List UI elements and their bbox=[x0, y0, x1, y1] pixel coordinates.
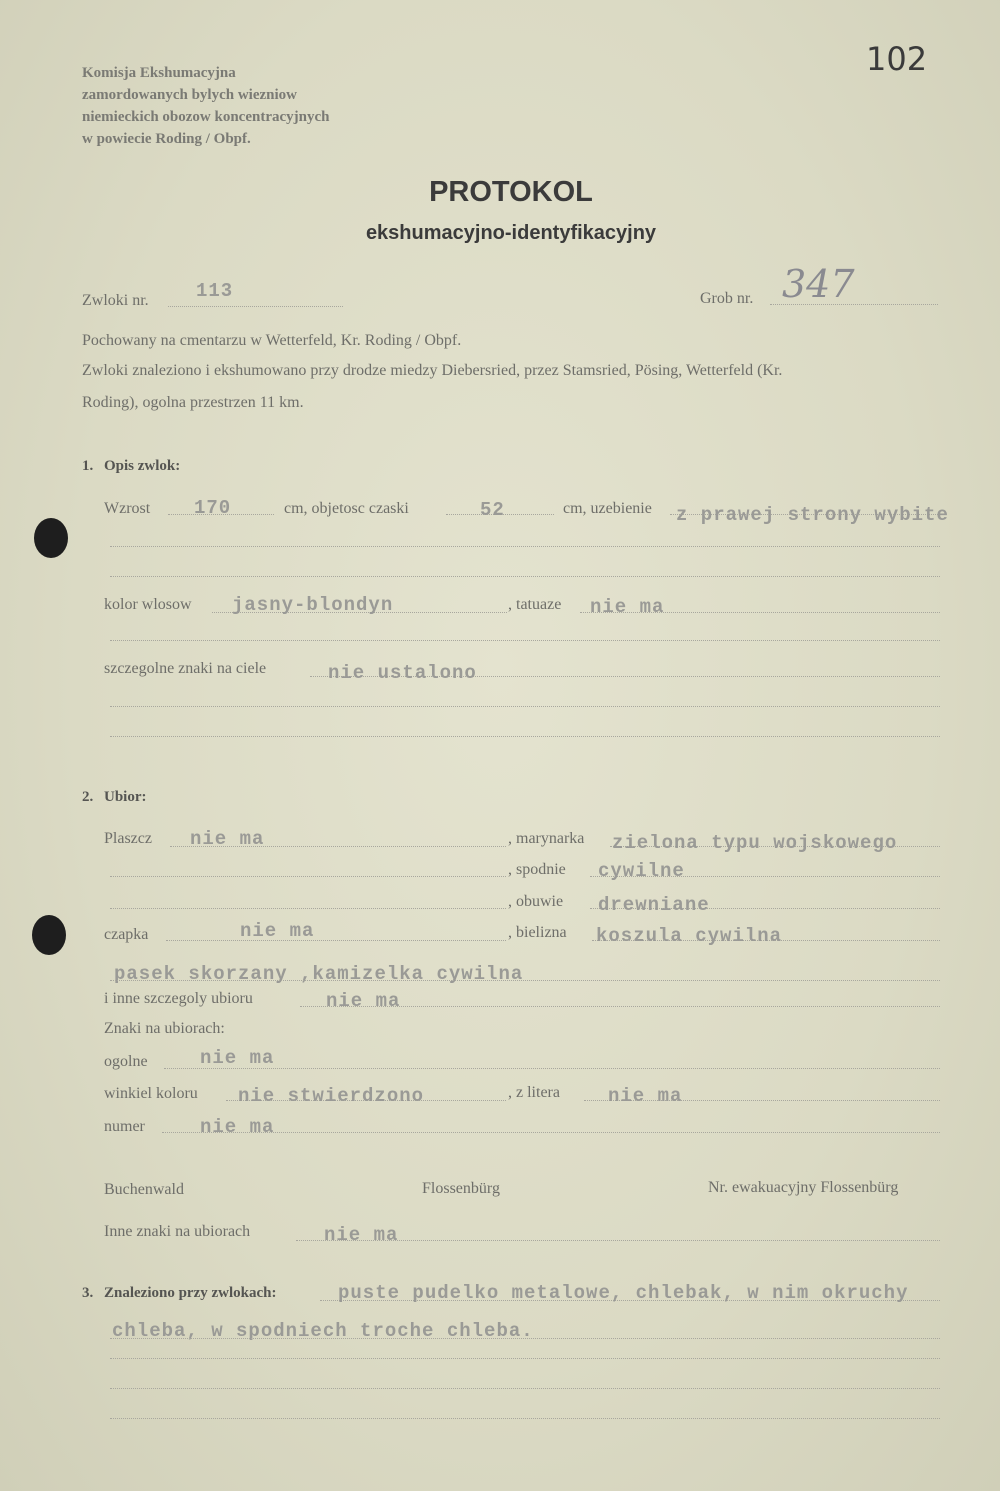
winkiel-value: nie stwierdzono bbox=[238, 1085, 425, 1107]
grob-label: Grob nr. bbox=[700, 290, 754, 307]
document-title: PROTOKOL bbox=[429, 176, 593, 208]
punch-hole-top bbox=[34, 518, 68, 558]
litera-value: nie ma bbox=[608, 1085, 683, 1107]
tatuaze-value: nie ma bbox=[590, 596, 665, 618]
winkiel-label: winkiel koloru bbox=[104, 1085, 198, 1102]
znaki-label: szczegolne znaki na ciele bbox=[104, 660, 267, 677]
wlosy-value: jasny-blondyn bbox=[232, 594, 394, 616]
section2-number: 2. bbox=[82, 789, 94, 805]
found-line-1: Zwloki znaleziono i ekshumowano przy drodze miedzy Diebersried, przez Stamsried, Pösing, Wetterfeld (Kr. bbox=[82, 362, 783, 379]
org-line-1: Komisja Ekshumacyjna bbox=[82, 65, 236, 81]
tatuaze-label: , tatuaze bbox=[508, 596, 562, 613]
inne-znaki-label: Inne znaki na ubiorach bbox=[104, 1223, 251, 1240]
bielizna-label: , bielizna bbox=[508, 924, 567, 941]
found-items-line-1: puste pudelko metalowe, chlebak, w nim okruchy bbox=[338, 1282, 909, 1304]
org-line-2: zamordowanych bylych wiezniow bbox=[82, 87, 297, 103]
marynarka-value: zielona typu wojskowego bbox=[612, 832, 898, 854]
wzrost-value: 170 bbox=[194, 497, 232, 519]
numer-value: nie ma bbox=[200, 1116, 275, 1138]
znaki-value: nie ustalono bbox=[328, 662, 477, 684]
ogolne-label: ogolne bbox=[104, 1053, 148, 1070]
ogolne-value: nie ma bbox=[200, 1047, 275, 1069]
spodnie-value: cywilne bbox=[598, 860, 685, 882]
inne-znaki-value: nie ma bbox=[324, 1224, 399, 1246]
buchenwald-label: Buchenwald bbox=[104, 1181, 184, 1198]
obuwie-label: , obuwie bbox=[508, 893, 564, 910]
ewakuacyjny-label: Nr. ewakuacyjny Flossenbürg bbox=[708, 1179, 899, 1196]
org-line-3: niemieckich obozow koncentracyjnych bbox=[82, 109, 330, 125]
uzebienie-value: z prawej strony wybite bbox=[676, 504, 949, 526]
czaska-value: 52 bbox=[480, 499, 505, 521]
litera-label: , z litera bbox=[508, 1084, 560, 1101]
czapka-value: nie ma bbox=[240, 920, 315, 942]
wlosy-label: kolor wlosow bbox=[104, 596, 192, 613]
czaska-label: cm, objetosc czaski bbox=[284, 500, 409, 517]
found-line-2: Roding), ogolna przestrzen 11 km. bbox=[82, 394, 304, 411]
zwloki-value: 113 bbox=[196, 280, 234, 302]
inne-value: nie ma bbox=[326, 990, 401, 1012]
org-line-4: w powiecie Roding / Obpf. bbox=[82, 131, 251, 147]
page-number: 102 bbox=[866, 40, 928, 78]
obuwie-value: drewniane bbox=[598, 894, 710, 916]
section3-number: 3. bbox=[82, 1285, 94, 1301]
section2-heading: Ubior: bbox=[104, 789, 147, 805]
punch-hole-bottom bbox=[32, 915, 66, 955]
section1-heading: Opis zwlok: bbox=[104, 458, 181, 474]
plaszcz-label: Plaszcz bbox=[104, 830, 152, 847]
numer-label: numer bbox=[104, 1118, 145, 1135]
flossenburg-label: Flossenbürg bbox=[422, 1180, 500, 1197]
section3-heading: Znaleziono przy zwlokach: bbox=[104, 1285, 277, 1301]
found-items-line-2: chleba, w spodniech troche chleba. bbox=[112, 1320, 534, 1342]
plaszcz-value: nie ma bbox=[190, 828, 265, 850]
inne-label: i inne szczegoly ubioru bbox=[104, 990, 253, 1007]
uzebienie-label: cm, uzebienie bbox=[563, 500, 652, 517]
znaki-ubior-label: Znaki na ubiorach: bbox=[104, 1020, 225, 1037]
czapka-label: czapka bbox=[104, 926, 149, 943]
spodnie-label: , spodnie bbox=[508, 861, 566, 878]
zwloki-label: Zwloki nr. bbox=[82, 292, 149, 309]
marynarka-label: , marynarka bbox=[508, 830, 585, 847]
wzrost-label: Wzrost bbox=[104, 500, 151, 517]
extra-clothing-value: pasek skorzany ,kamizelka cywilna bbox=[114, 963, 524, 985]
document-subtitle: ekshumacyjno-identyfikacyjny bbox=[365, 222, 657, 244]
section1-number: 1. bbox=[82, 458, 94, 474]
buried-text: Pochowany na cmentarzu w Wetterfeld, Kr. Roding / Obpf. bbox=[82, 332, 462, 349]
bielizna-value: koszula cywilna bbox=[596, 925, 783, 947]
grob-value: 347 bbox=[782, 262, 855, 306]
